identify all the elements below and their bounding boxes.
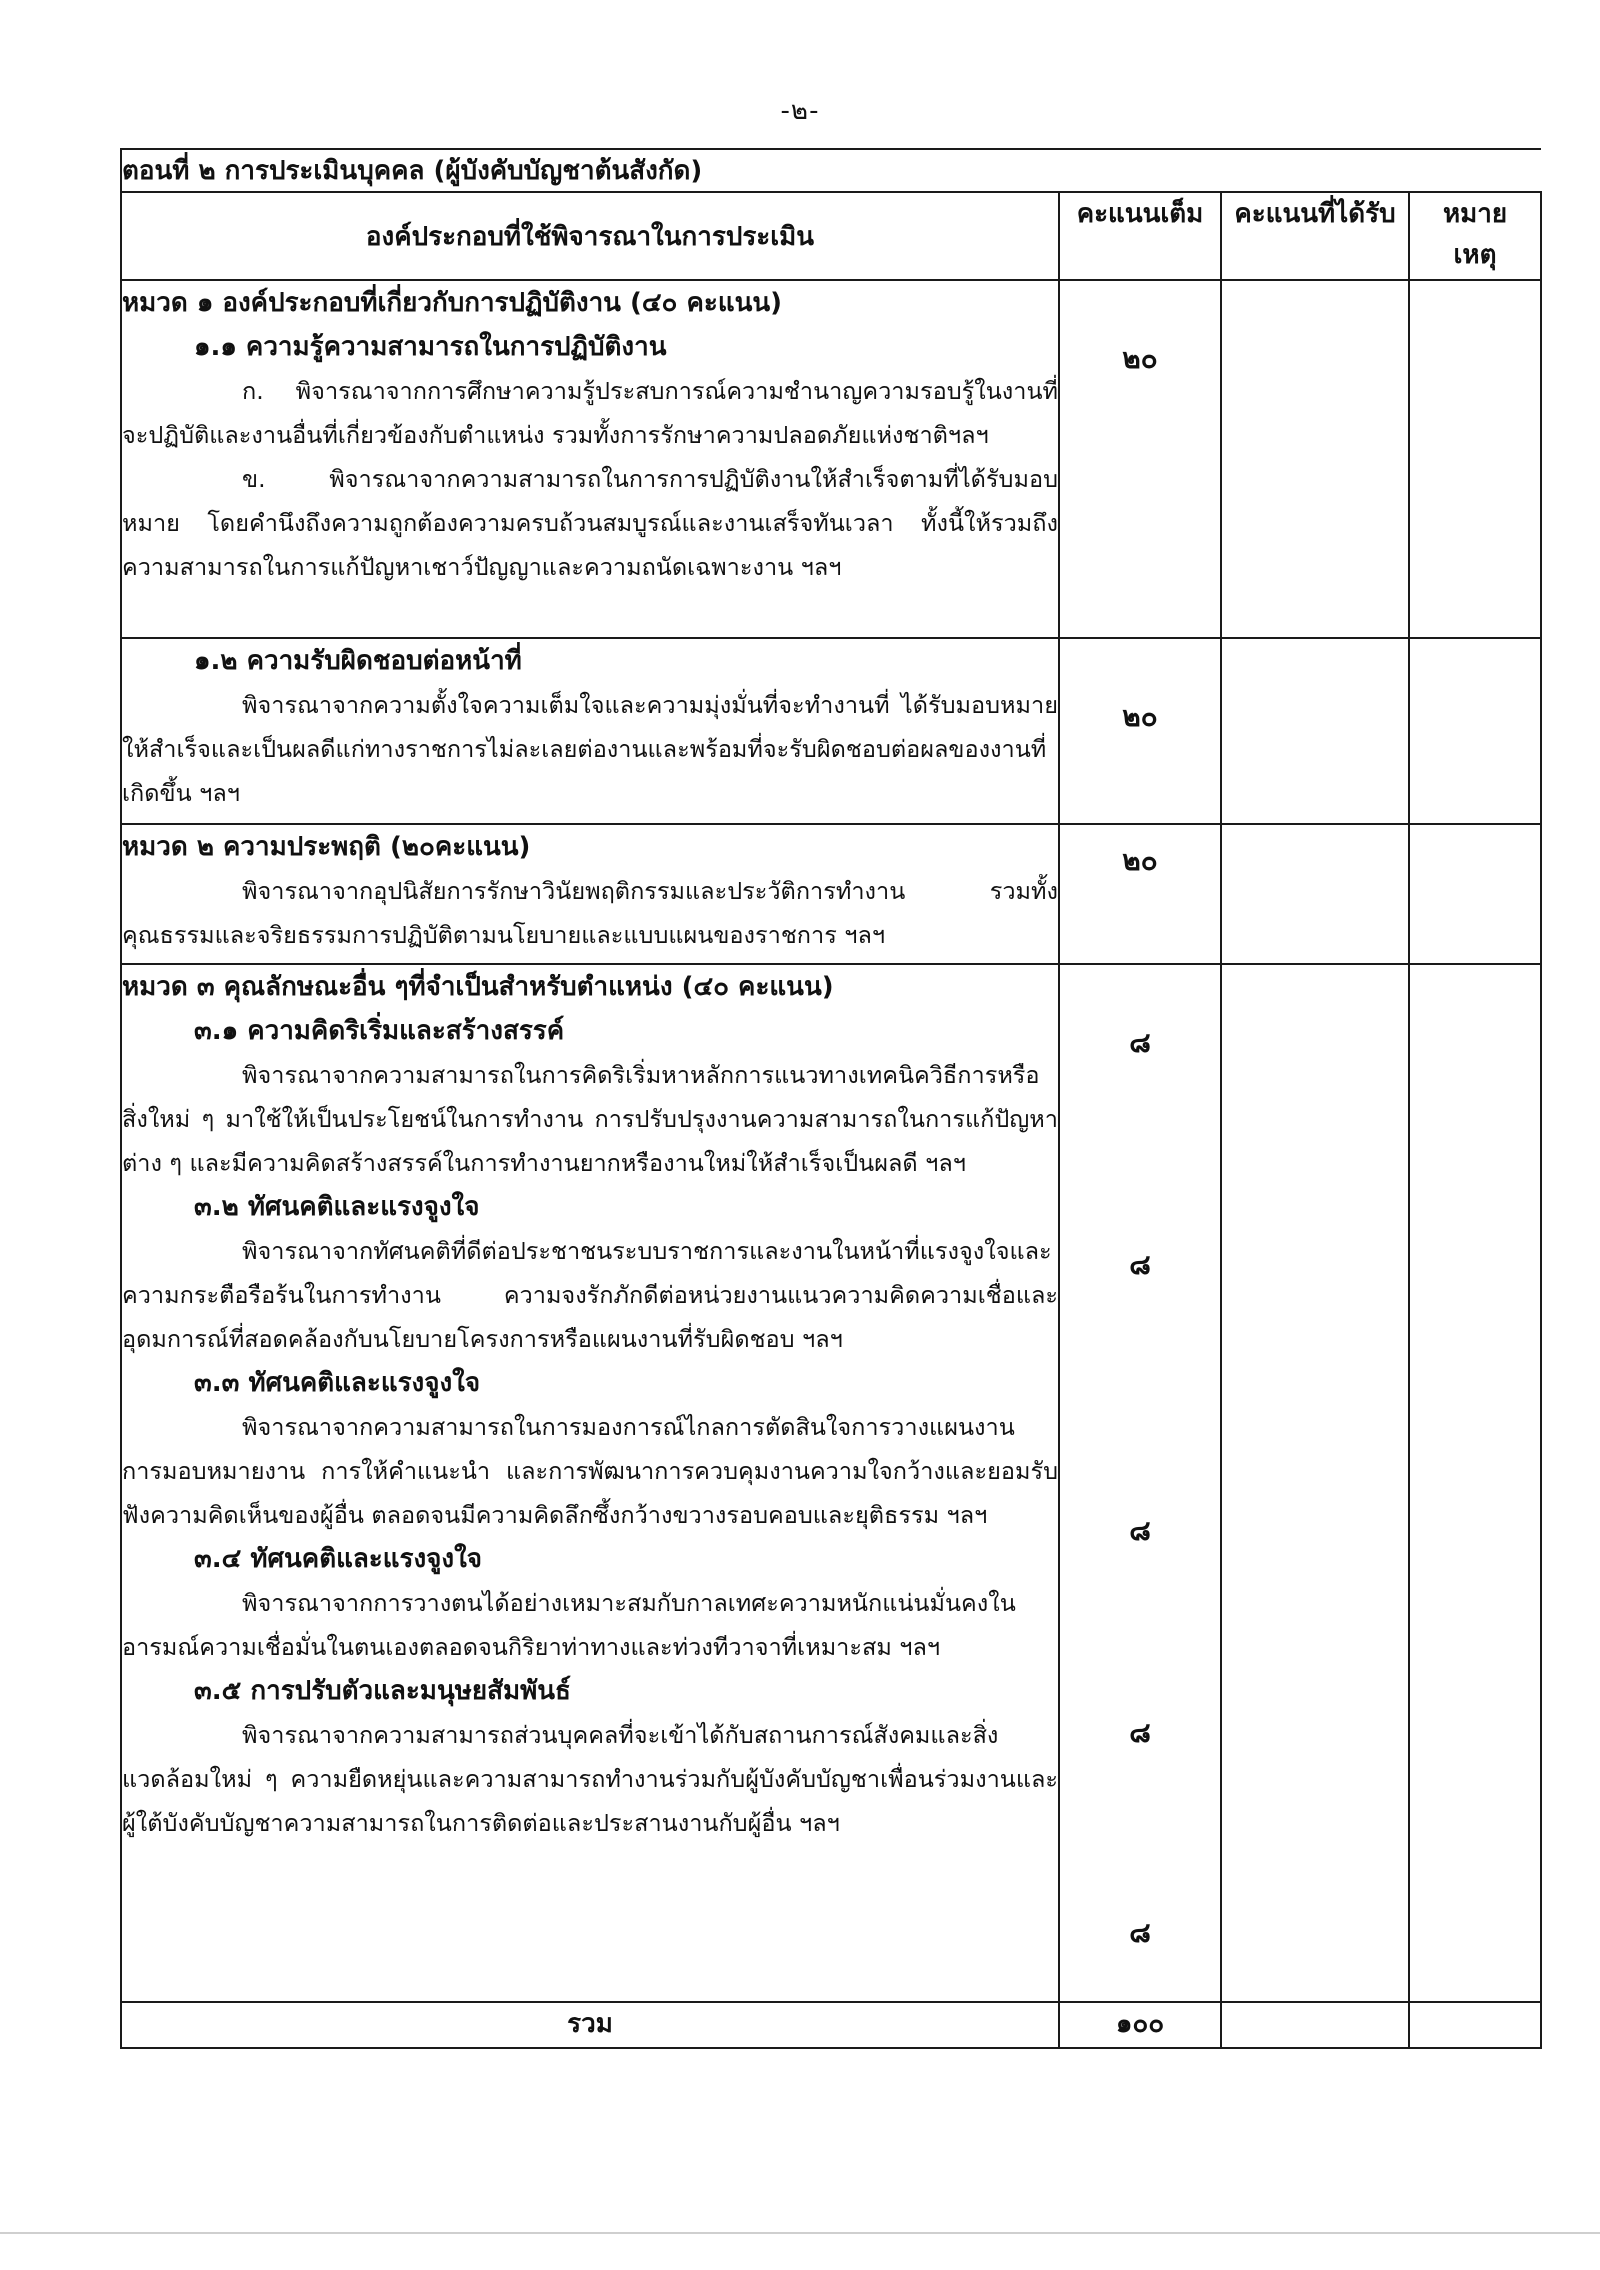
item-1-2-remark[interactable] [1409,638,1541,824]
total-received-score[interactable] [1221,2002,1409,2048]
header-remark-line2: เหตุ [1453,240,1497,270]
total-remark[interactable] [1409,2002,1541,2048]
category-2-title: หมวด ๒ ความประพฤติ (๒๐คะแนน) [122,832,531,862]
item-1-1-full-score: ๒๐ [1059,280,1221,638]
item-3-1-title: ๓.๑ ความคิดริเริ่มและสร้างสรรค์ [194,1016,565,1046]
category-2-remark[interactable] [1409,824,1541,964]
total-label: รวม [121,2002,1059,2048]
header-full-score: คะแนนเต็ม [1059,192,1221,280]
item-3-5-title: ๓.๕ การปรับตัวและมนุษยสัมพันธ์ [194,1676,571,1706]
item-3-5-full-score: ๘ [1129,1916,1151,1949]
item-1-1-para-b: ข. พิจารณาจากความสามารถในการการปฏิบัติงานให้สำเร็จตามที่ได้รับมอบหมาย โดยคำนึงถึงความถูกต้องความครบถ้วนสมบูรณ์และงานเสร็จทันเวลา ทั้งนี้ให้รวมถึงความสามารถในการแก้ปัญหาเชาว์ปัญญาและความถนัดเฉพาะงาน ฯลฯ [122,465,1058,581]
item-1-2-title: ๑.๒ ความรับผิดชอบต่อหน้าที่ [194,646,522,676]
category-3-full-scores [1059,964,1221,2002]
item-3-1-para: พิจารณาจากความสามารถในการคิดริเริ่มหาหลักการแนวทางเทคนิควิธีการหรือสิ่งใหม่ ๆ มาใช้ให้เป็นประโยชน์ในการทำงาน การปรับปรุงงานความสามารถในการแก้ปัญหาต่าง ๆ และมีความคิดสร้างสรรค์ในการทำงานยากหรืองานใหม่ให้สำเร็จเป็นผลดี ฯลฯ [122,1061,1058,1177]
item-1-1-received-score[interactable] [1221,280,1409,638]
header-remark-line1: หมาย [1442,199,1508,229]
total-row [121,2002,1541,2048]
item-1-1-title: ๑.๑ ความรู้ความสามารถในการปฏิบัติงาน [194,332,667,362]
item-3-2-title: ๓.๒ ทัศนคติและแรงจูงใจ [194,1192,480,1222]
category-1-title: หมวด ๑ องค์ประกอบที่เกี่ยวกับการปฏิบัติงาน (๔๐ คะแนน) [122,288,783,318]
total-full-score: ๑๐๐ [1059,2002,1221,2048]
item-3-4-title: ๓.๔ ทัศนคติและแรงจูงใจ [194,1544,483,1574]
item-1-2-para: พิจารณาจากความตั้งใจความเต็มใจและความมุ่งมั่นที่จะทำงานที่ ได้รับมอบหมายให้สำเร็จและเป็นผลดีแก่ทางราชการไม่ละเลยต่องานและพร้อมที่จะรับผิดชอบต่อผลของงานที่เกิดขึ้น ฯลฯ [122,691,1058,807]
part-title-row [121,149,1541,192]
item-3-3-para: พิจารณาจากความสามารถในการมองการณ์ไกลการตัดสินใจการวางแผนงาน การมอบหมายงาน การให้คำแนะนำ และการพัฒนาการควบคุมงานความใจกว้างและยอมรับฟังความคิดเห็นของผู้อื่น ตลอดจนมีความคิดลึกซึ้งกว้างขวางรอบคอบและยุติธรรม ฯลฯ [122,1413,1058,1529]
item-3-5-para: พิจารณาจากความสามารถส่วนบุคคลที่จะเข้าได้กับสถานการณ์สังคมและสิ่งแวดล้อมใหม่ ๆ ความยืดหยุ่นและความสามารถทำงานร่วมกับผู้บังคับบัญชาเพื่อนร่วมงานและผู้ใต้บังคับบัญชาความสามารถในการติดต่อและประสานงานกับผู้อื่น ฯลฯ [122,1721,1058,1837]
category-3-received-score[interactable] [1221,964,1409,2002]
category-2-para: พิจารณาจากอุปนิสัยการรักษาวินัยพฤติกรรมและประวัติการทำงาน รวมทั้งคุณธรรมและจริยธรรมการปฏิบัติตามนโยบายและแบบแผนของราชการ ฯลฯ [122,877,1058,949]
header-criteria: องค์ประกอบที่ใช้พิจารณาในการประเมิน [121,192,1059,280]
row-item-1-1 [121,280,1541,638]
footer-divider [0,2232,1600,2234]
item-3-3-full-score: ๘ [1129,1514,1151,1547]
cell-item-1-2 [121,638,1059,824]
item-1-2-full-score: ๒๐ [1059,638,1221,824]
item-3-4-para: พิจารณาจากการวางตนได้อย่างเหมาะสมกับกาลเทศะความหนักแน่นมั่นคงในอารมณ์ความเชื่อมั่นในตนเองตลอดจนกิริยาท่าทางและท่วงทีวาจาที่เหมาะสม ฯลฯ [122,1589,1016,1661]
header-remark [1409,192,1541,280]
item-3-2-full-score: ๘ [1129,1248,1151,1281]
item-1-2-received-score[interactable] [1221,638,1409,824]
item-3-4-full-score: ๘ [1129,1716,1151,1749]
category-3-remark[interactable] [1409,964,1541,2002]
row-item-1-2 [121,638,1541,824]
cell-category-2 [121,824,1059,964]
category-3-title: หมวด ๓ คุณลักษณะอื่น ๆที่จำเป็นสำหรับตำแหน่ง (๔๐ คะแนน) [122,972,834,1002]
category-2-full-score: ๒๐ [1059,824,1221,964]
part-title: ตอนที่ ๒ การประเมินบุคคล (ผู้บังคับบัญชาต้นสังกัด) [121,149,1541,192]
cell-category-3 [121,964,1059,2002]
category-2-received-score[interactable] [1221,824,1409,964]
item-1-1-para-a: ก. พิจารณาจากการศึกษาความรู้ประสบการณ์ความชำนาญความรอบรู้ในงานที่จะปฏิบัติและงานอื่นที่เกี่ยวข้องกับตำแหน่ง รวมทั้งการรักษาความปลอดภัยแห่งชาติฯลฯ [122,377,1058,449]
item-3-1-full-score: ๘ [1129,1026,1151,1059]
cell-item-1-1 [121,280,1059,638]
header-row [121,192,1541,280]
header-received-score: คะแนนที่ได้รับ [1221,192,1409,280]
item-1-1-remark[interactable] [1409,280,1541,638]
item-3-2-para: พิจารณาจากทัศนคติที่ดีต่อประชาชนระบบราชการและงานในหน้าที่แรงจูงใจและความกระตือรือร้นในการทำงาน ความจงรักภักดีต่อหน่วยงานแนวความคิดความเชื่อและอุดมการณ์ที่สอดคล้องกับนโยบายโครงการหรือแผนงานที่รับผิดชอบ ฯลฯ [122,1237,1058,1353]
evaluation-table [120,148,1542,2049]
row-category-3 [121,964,1541,2002]
page-number: -๒- [780,96,820,126]
item-3-3-title: ๓.๓ ทัศนคติและแรงจูงใจ [194,1368,481,1398]
row-category-2 [121,824,1541,964]
